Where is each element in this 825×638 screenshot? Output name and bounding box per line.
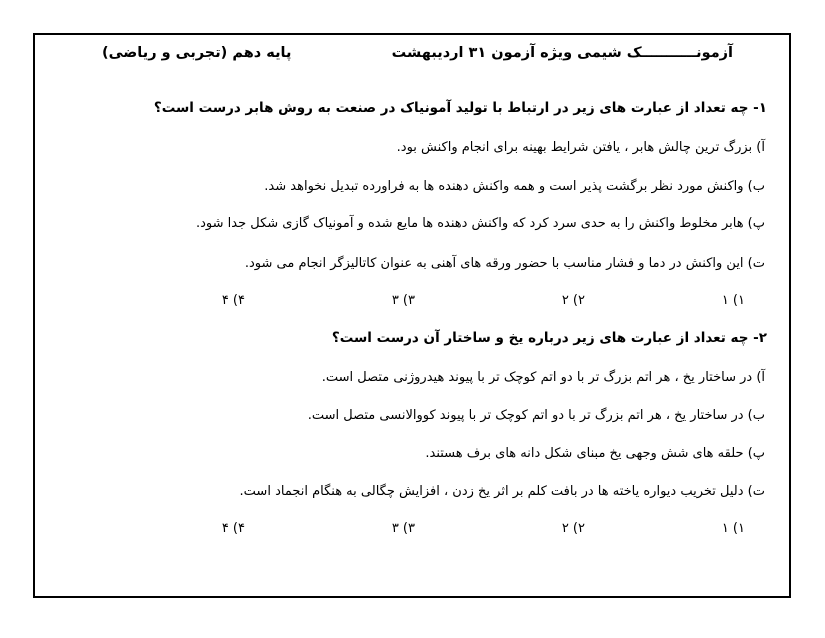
q2-statement-p: پ) حلقه های شش وجهی یخ مبنای شکل دانه های برف هستند.	[425, 446, 765, 461]
q2-statement-a: آ) در ساختار یخ ، هر اتم بزرگ تر با دو اتم کوچک تر با پیوند هیدروژنی متصل است.	[321, 370, 765, 385]
q2-statement-b: ب) در ساختار یخ ، هر اتم بزرگ تر با دو اتم کوچک تر با پیوند کووالانسی متصل است.	[307, 408, 765, 423]
q1-statement-b: ب) واکنش مورد نظر برگشت پذیر است و همه واکنش دهنده ها به فراورده تبدیل نخواهد شد.	[264, 179, 765, 194]
page-border	[33, 33, 791, 598]
q1-answer-4[interactable]: ۴) ۴	[221, 293, 245, 308]
q1-statement-p: پ) هابر مخلوط واکنش را به حدی سرد کرد که واکنش دهنده ها مایع شده و آمونیاک گازی شکل جدا شود.	[195, 216, 765, 231]
q1-answer-1[interactable]: ۱) ۱	[721, 293, 745, 308]
q1-statement-t: ت) این واکنش در دما و فشار مناسب با حضور ورقه های آهنی به عنوان کاتالیزگر انجام می شود.	[244, 256, 765, 271]
grade-label: پایه دهم (تجربی و ریاضی)	[102, 45, 292, 61]
quiz-title: آزمونـــــــــــک شیمی ویژه آزمون ۳۱ اردیبهشت	[391, 45, 733, 61]
question-1: ۱- چه تعداد از عبارت های زیر در ارتباط با تولید آمونیاک در صنعت به روش هابر درست است؟	[153, 100, 767, 116]
q1-answer-2[interactable]: ۲) ۲	[561, 293, 585, 308]
q1-statement-a: آ) بزرگ ترین چالش هابر ، یافتن شرایط بهینه برای انجام واکنش بود.	[396, 140, 765, 155]
q2-answer-1[interactable]: ۱) ۱	[721, 521, 745, 536]
q2-answer-4[interactable]: ۴) ۴	[221, 521, 245, 536]
q2-answer-2[interactable]: ۲) ۲	[561, 521, 585, 536]
q2-statement-t: ت) دلیل تخریب دیواره یاخته ها در بافت کلم بر اثر یخ زدن ، افزایش چگالی به هنگام انجماد است.	[239, 484, 765, 499]
q1-answer-3[interactable]: ۳) ۳	[391, 293, 415, 308]
q2-answer-3[interactable]: ۳) ۳	[391, 521, 415, 536]
question-2: ۲- چه تعداد از عبارت های زیر درباره یخ و ساختار آن درست است؟	[331, 330, 767, 346]
